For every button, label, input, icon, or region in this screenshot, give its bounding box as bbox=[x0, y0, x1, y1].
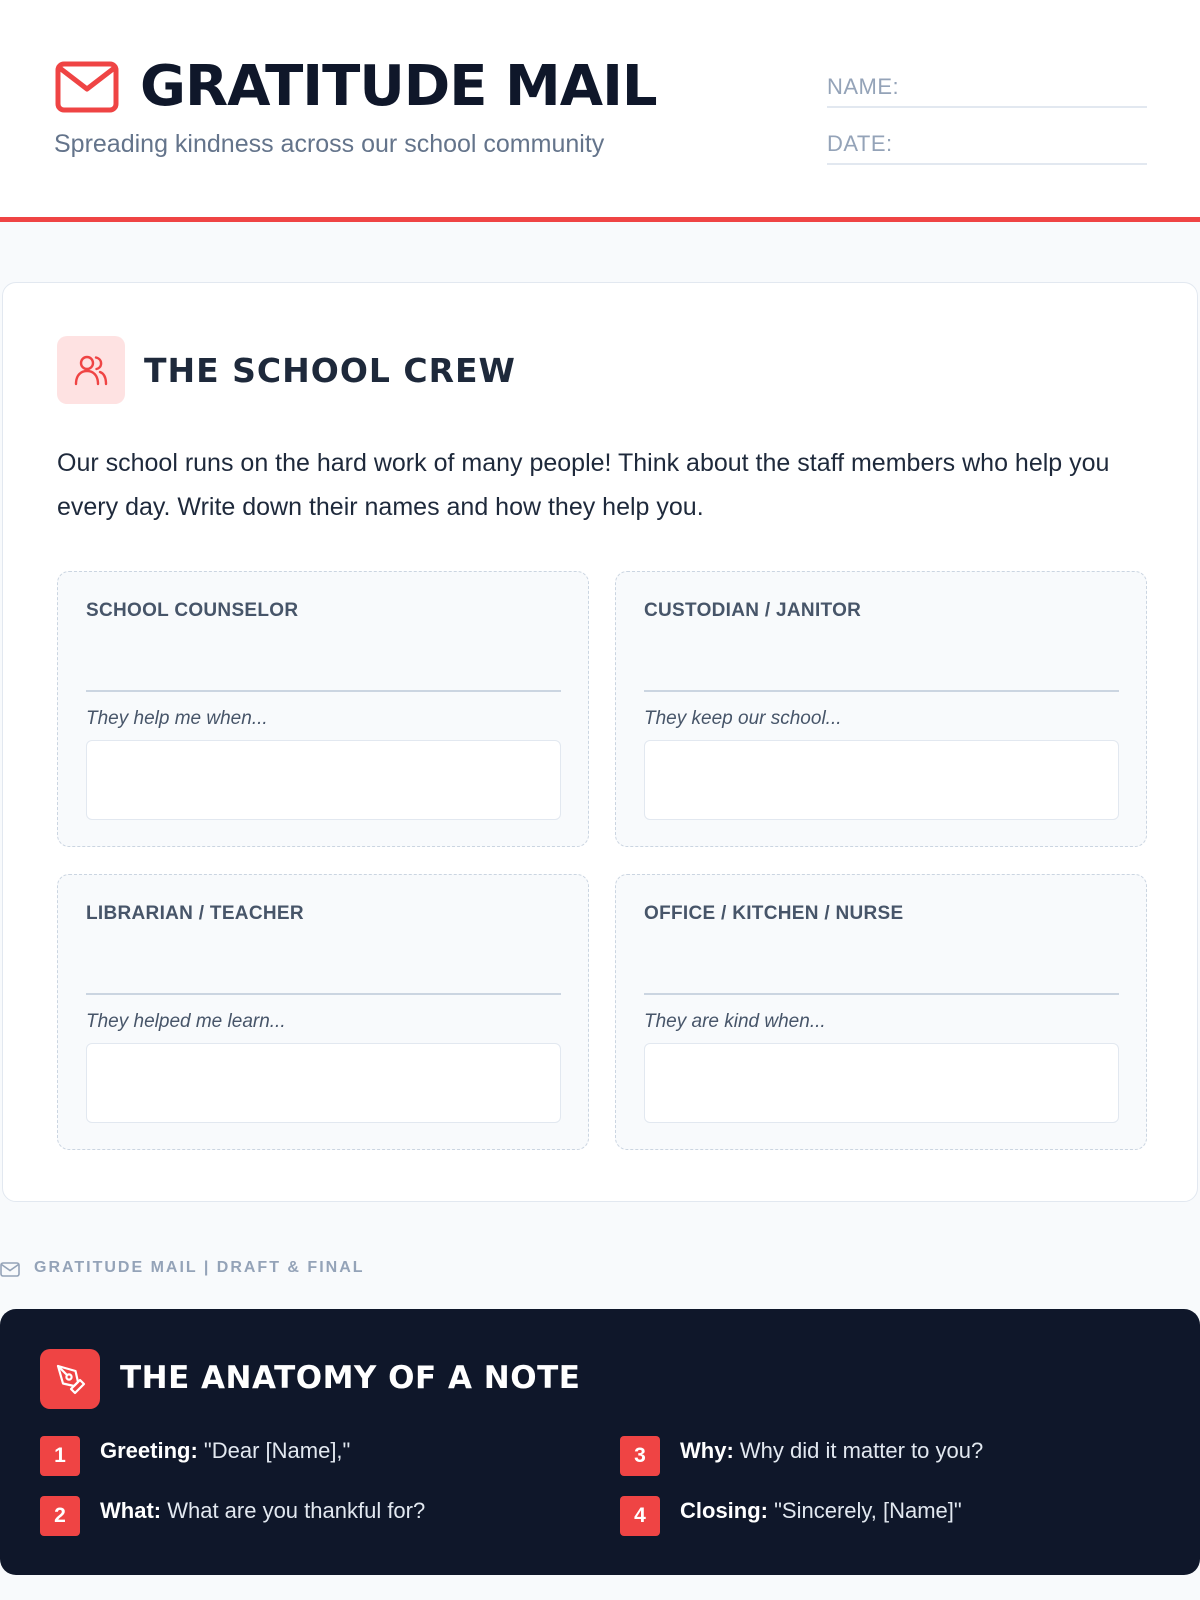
step-text bbox=[680, 1498, 962, 1524]
page-subtitle: Spreading kindness across our school community bbox=[54, 130, 605, 158]
date-label: DATE: bbox=[827, 131, 893, 156]
anatomy-card bbox=[0, 1309, 1200, 1575]
pen-tool-icon bbox=[54, 1363, 86, 1395]
page-header bbox=[0, 0, 1200, 222]
mail-icon bbox=[0, 1262, 20, 1277]
staff-prompt: They are kind when... bbox=[644, 1011, 826, 1032]
crew-icon-badge bbox=[57, 336, 125, 404]
step-key: What: bbox=[100, 1498, 162, 1523]
staff-name-line[interactable] bbox=[644, 690, 1119, 692]
mail-icon bbox=[55, 61, 119, 113]
staff-answer-box[interactable] bbox=[86, 1043, 561, 1123]
staff-box-office bbox=[615, 874, 1147, 1150]
step-key: Closing: bbox=[680, 1498, 768, 1523]
step-text bbox=[680, 1438, 983, 1464]
school-crew-card bbox=[2, 282, 1198, 1202]
step-description: "Dear [Name]," bbox=[197, 1438, 351, 1463]
staff-prompt: They help me when... bbox=[86, 708, 268, 729]
crew-section-title: THE SCHOOL CREW bbox=[144, 351, 516, 390]
footer-text: GRATITUDE MAIL | DRAFT & FINAL bbox=[34, 1259, 365, 1276]
staff-label: SCHOOL COUNSELOR bbox=[86, 600, 299, 621]
anatomy-icon-badge bbox=[40, 1349, 100, 1409]
step-number-badge: 2 bbox=[40, 1496, 80, 1536]
step-text bbox=[100, 1438, 350, 1464]
step-key: Greeting: bbox=[100, 1438, 198, 1463]
staff-name-line[interactable] bbox=[86, 690, 561, 692]
staff-answer-box[interactable] bbox=[644, 1043, 1119, 1123]
crew-intro-text: Our school runs on the hard work of many people! Think about the staff members who help you every day. Write down their names and how they help you. bbox=[57, 449, 1110, 521]
staff-answer-box[interactable] bbox=[644, 740, 1119, 820]
staff-box-counselor bbox=[57, 571, 589, 847]
step-number-badge: 4 bbox=[620, 1496, 660, 1536]
staff-label: LIBRARIAN / TEACHER bbox=[86, 903, 304, 924]
staff-box-custodian bbox=[615, 571, 1147, 847]
staff-box-librarian bbox=[57, 874, 589, 1150]
anatomy-title: THE ANATOMY OF A NOTE bbox=[120, 1360, 581, 1396]
name-label: NAME: bbox=[827, 74, 900, 99]
staff-label: CUSTODIAN / JANITOR bbox=[644, 600, 862, 621]
staff-name-line[interactable] bbox=[86, 993, 561, 995]
staff-prompt: They keep our school... bbox=[644, 708, 842, 729]
date-field[interactable] bbox=[827, 129, 1147, 165]
staff-label: OFFICE / KITCHEN / NURSE bbox=[644, 903, 904, 924]
step-description: "Sincerely, [Name]" bbox=[768, 1498, 962, 1523]
step-text bbox=[100, 1498, 425, 1524]
page-title: GRATITUDE MAIL bbox=[140, 54, 657, 119]
users-icon bbox=[73, 352, 109, 388]
step-number-badge: 3 bbox=[620, 1436, 660, 1476]
staff-prompt: They helped me learn... bbox=[86, 1011, 286, 1032]
step-description: Why did it matter to you? bbox=[733, 1438, 984, 1463]
staff-name-line[interactable] bbox=[644, 993, 1119, 995]
step-key: Why: bbox=[680, 1438, 734, 1463]
staff-answer-box[interactable] bbox=[86, 740, 561, 820]
step-number-badge: 1 bbox=[40, 1436, 80, 1476]
step-description: What are you thankful for? bbox=[161, 1498, 426, 1523]
name-field[interactable] bbox=[827, 72, 1147, 108]
